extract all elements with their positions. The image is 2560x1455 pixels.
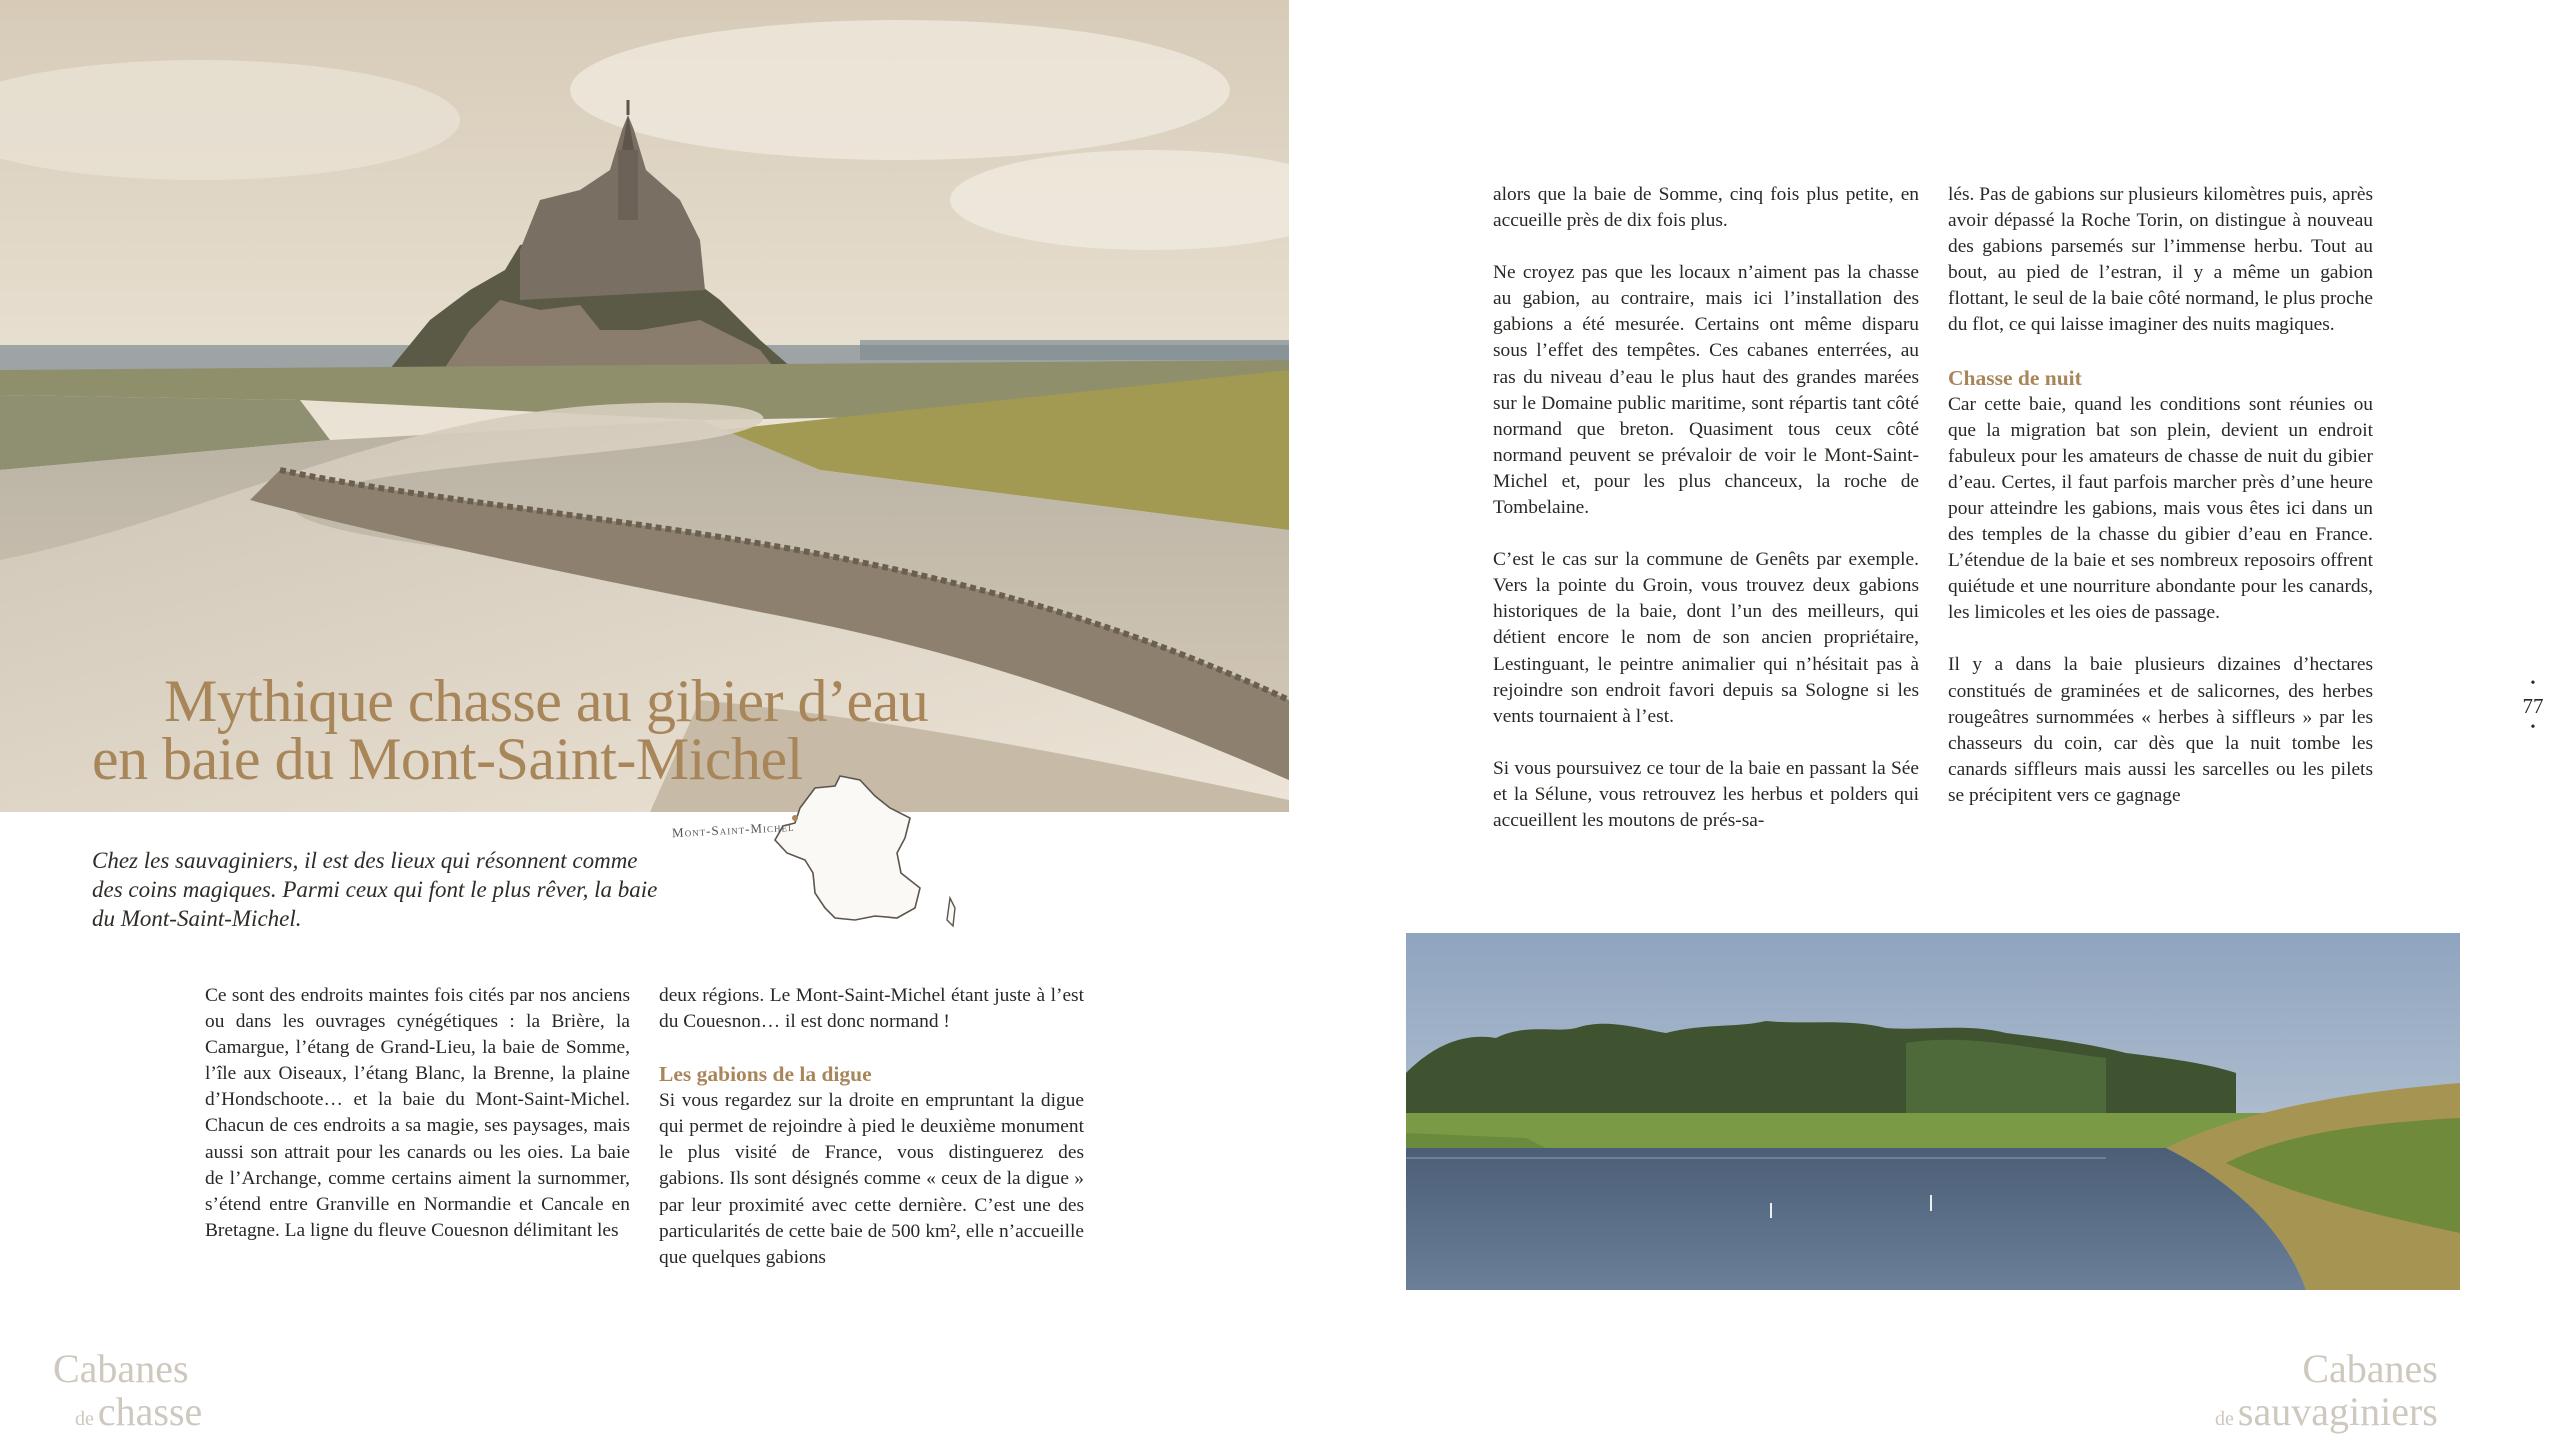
brand-footer-left xyxy=(53,1346,203,1435)
paragraph: C’est le cas sur la commune de Genêts par exemple. Vers la pointe du Groin, vous trouvez deux gabions historiques de la baie, dont l’un des meilleurs, qui détient encore le nom de son ancien propriétaire, Lestinguant, le peintre animalier qui n’hésitait pas à rejoindre son endroit favori depuis sa Sologne si les vents tournaient à l’est. xyxy=(1493,549,1919,727)
paragraph: Ce sont des endroits maintes fois cités par nos anciens ou dans les ouvrages cynégétiques : la Brière, la Camargue, l’étang de Grand-Lieu, la baie de Somme, l’île aux Oiseaux, l’étang Blanc, la Brenne, la plaine d’Hondschoote… et la baie du Mont-Saint-Michel. Chacun de ces endroits a sa magie, ses paysages, mais aussi son attrait pour les canards ou les oies. La baie de l’Archange, comme certains aiment la surnommer, s’étend entre Granville en Normandie et Cancale en Bretagne. La ligne du fleuve Couesnon délimitant les xyxy=(205,985,630,1241)
brand-left-de: de xyxy=(75,1408,94,1430)
brand-right-word: sauvaginiers xyxy=(2237,1389,2438,1434)
france-map-outline xyxy=(665,768,975,938)
page-number-block xyxy=(2510,676,2556,736)
page-number: 77 xyxy=(2522,694,2544,718)
article-title-line1: Mythique chasse au gibier d’eau xyxy=(164,668,929,734)
text-column-3 xyxy=(1493,182,1919,860)
text-column-2 xyxy=(659,983,1084,1297)
paragraph: Ne croyez pas que les locaux n’aiment pas la chasse au gabion, au contraire, mais ici l’installation des gabions a été mesurée. Certains ont même disparu sous l’effet des tempêtes. Ces cabanes enterrées, au ras du niveau d’eau le plus haut des grandes marées sur le Domaine public maritime, sont répartis tant côté normand que breton. Quasiment tous ceux côté normand peuvent se prévaloir de voir le Mont-Saint-Michel et, pour les plus chanceux, la roche de Tombelaine. xyxy=(1493,262,1919,519)
paragraph: alors que la baie de Somme, cinq fois plus petite, en accueille près de dix fois plus. xyxy=(1493,184,1919,232)
pond-photo xyxy=(1406,933,2460,1290)
subheading-gabions-digue: Les gabions de la digue xyxy=(659,1062,872,1087)
brand-footer-right xyxy=(2215,1346,2438,1435)
paragraph: Si vous poursuivez ce tour de la baie en passant la Sée et la Sélune, vous retrouvez les herbus et polders qui accueillent les moutons de prés-sa- xyxy=(1493,757,1919,831)
page-number-dot: • xyxy=(2530,676,2536,691)
brand-right-title: Cabanes xyxy=(2302,1346,2438,1391)
subheading-chasse-de-nuit: Chasse de nuit xyxy=(1948,365,2082,390)
paragraph: deux régions. Le Mont-Saint-Michel étant juste à l’est du Couesnon… il est donc normand ! xyxy=(659,985,1084,1033)
france-map xyxy=(665,768,975,938)
lead-paragraph: Chez les sauvaginiers, il est des lieux qui résonnent comme des coins magiques. Parmi ceux qui font le plus rêver, la baie du Mont-Saint-Michel. xyxy=(92,848,658,931)
brand-right-de: de xyxy=(2215,1408,2234,1430)
paragraph: Car cette baie, quand les conditions sont réunies ou que la migration bat son plein, devient un endroit fabuleux pour les amateurs de chasse de nuit du gibier d’eau. Certes, il faut parfois marcher près d’une heure pour atteindre les gabions, mais vous êtes ici dans un des temples de la chasse du gibier d’eau en France. L’étendue de la baie et ses nombreux reposoirs offrent quiétude et une nourriture abondante pour les canards, les limicoles et les oies de passage. xyxy=(1948,393,2373,624)
article-title-line2: en baie du Mont-Saint-Michel xyxy=(92,726,803,792)
paragraph: lés. Pas de gabions sur plusieurs kilomètres puis, après avoir dépassé la Roche Torin, on distingue à nouveau des gabions parsemés sur l’immense herbu. Tout au bout, au pied de l’estran, il y a même un gabion flottant, le seul de la baie côté normand, le plus proche du flot, ce qui laisse imaginer des nuits magiques. xyxy=(1948,184,2373,336)
paragraph: Il y a dans la baie plusieurs dizaines d’hectares constitués de graminées et de salicornes, des herbes rougeâtres surnommées « herbes à siffleurs » par les chasseurs du coin, car dès que la nuit tombe les canards siffleurs mais aussi les sarcelles ou les pilets se précipitent vers ce gagnage xyxy=(1948,654,2373,806)
text-column-4 xyxy=(1948,182,2373,835)
brand-left-title: Cabanes xyxy=(53,1346,189,1391)
page-number-dot: • xyxy=(2530,720,2536,735)
article-title xyxy=(92,668,1192,792)
pond-photo-illustration xyxy=(1406,933,2460,1290)
text-column-1 xyxy=(205,983,630,1270)
paragraph: Si vous regardez sur la droite en empruntant la digue qui permet de rejoindre à pied le deuxième monument le plus visité de France, vous distinguerez des gabions. Ils sont désignés comme « ceux de la digue » par leur proximité avec cette dernière. C’est une des particularités de cette baie de 500 km², elle n’accueille que quelques gabions xyxy=(659,1090,1084,1268)
brand-left-word: chasse xyxy=(97,1389,203,1434)
map-location-label: Mont-Saint-Michel xyxy=(671,818,795,841)
